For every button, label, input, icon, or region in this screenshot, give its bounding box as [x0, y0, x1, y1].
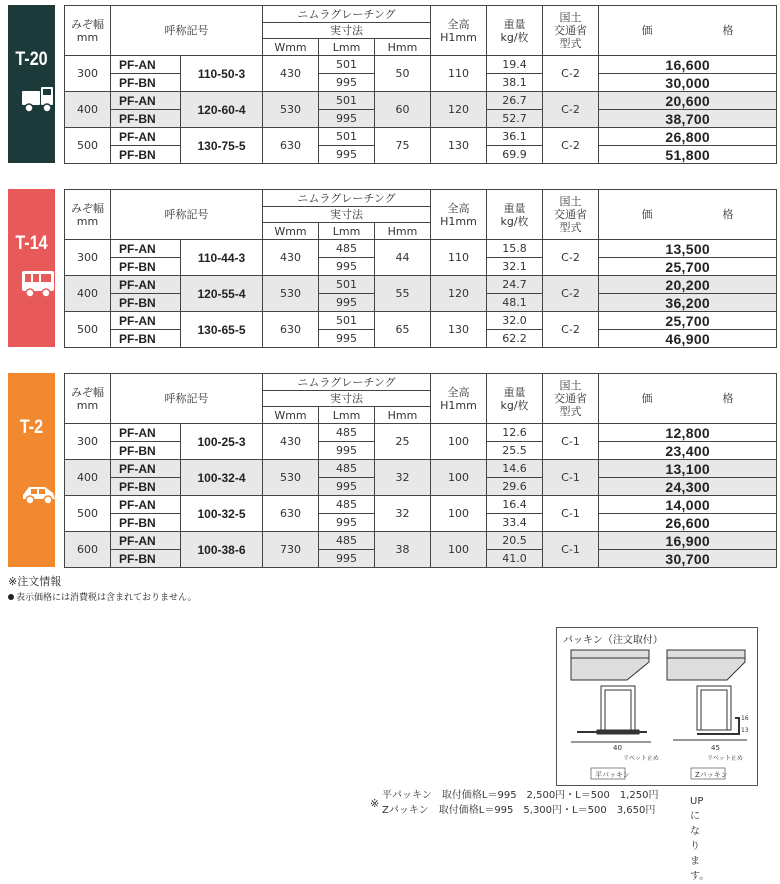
- model-code-cell: 130-65-5: [181, 312, 263, 348]
- model-code-cell: 120-60-4: [181, 92, 263, 128]
- price-cell: 30,000: [599, 74, 777, 92]
- weight-cell: 15.8: [487, 240, 543, 258]
- col-width-header: みぞ幅 mm: [65, 374, 111, 424]
- w-cell: 430: [263, 56, 319, 92]
- col-w-header: Wmm: [263, 39, 319, 56]
- type-cell: C-1: [543, 424, 599, 460]
- table-row: [65, 276, 777, 294]
- col-weight-header: 重量 kg/枚: [487, 374, 543, 424]
- type-cell: C-2: [543, 276, 599, 312]
- h-cell: 75: [375, 128, 431, 164]
- pf-code-cell: PF-BN: [111, 330, 181, 348]
- caption-flat: 平パッキン: [595, 771, 630, 779]
- pf-code-cell: PF-AN: [111, 276, 181, 294]
- h1-cell: 100: [431, 424, 487, 460]
- table-row: [65, 92, 777, 110]
- pf-code-cell: PF-BN: [111, 294, 181, 312]
- rivet-left: リベット止め: [623, 755, 659, 762]
- table-row: [65, 56, 777, 74]
- col-w-header: Wmm: [263, 223, 319, 240]
- price-cell: 26,800: [599, 128, 777, 146]
- price-cell: 38,700: [599, 110, 777, 128]
- col-type-header: 国土 交通省 型式: [543, 6, 599, 56]
- footer-suffix: UPになります。: [690, 796, 710, 882]
- col-height-header: 全高 H1mm: [431, 374, 487, 424]
- table-row: [65, 128, 777, 146]
- col-code-header: 呼称記号: [111, 6, 263, 56]
- pf-code-cell: PF-BN: [111, 74, 181, 92]
- l-cell: 501: [319, 276, 375, 294]
- col-l-header: Lmm: [319, 407, 375, 424]
- price-cell: 12,800: [599, 424, 777, 442]
- width-cell: 500: [65, 312, 111, 348]
- h-cell: 25: [375, 424, 431, 460]
- l-cell: 995: [319, 514, 375, 532]
- table-row: [65, 532, 777, 550]
- col-l-header: Lmm: [319, 39, 375, 56]
- dim-16: 16: [741, 715, 749, 722]
- h-cell: 60: [375, 92, 431, 128]
- pf-code-cell: PF-AN: [111, 460, 181, 478]
- price-cell: 20,600: [599, 92, 777, 110]
- width-cell: 300: [65, 240, 111, 276]
- h1-cell: 100: [431, 532, 487, 568]
- col-weight-header: 重量 kg/枚: [487, 190, 543, 240]
- table-row: [65, 312, 777, 330]
- l-cell: 995: [319, 146, 375, 164]
- weight-cell: 29.6: [487, 478, 543, 496]
- l-cell: 995: [319, 110, 375, 128]
- col-code-header: 呼称記号: [111, 374, 263, 424]
- pf-code-cell: PF-BN: [111, 514, 181, 532]
- col-price-header: 価 格: [599, 6, 777, 56]
- l-cell: 485: [319, 424, 375, 442]
- model-code-cell: 100-25-3: [181, 424, 263, 460]
- price-cell: 46,900: [599, 330, 777, 348]
- weight-cell: 32.1: [487, 258, 543, 276]
- l-cell: 995: [319, 74, 375, 92]
- model-code-cell: 100-38-6: [181, 532, 263, 568]
- notes-line: [8, 590, 197, 603]
- model-code-cell: 100-32-5: [181, 496, 263, 532]
- col-grating-header: ニムラグレーチング: [263, 190, 431, 207]
- price-cell: 30,700: [599, 550, 777, 568]
- col-width-header: みぞ幅 mm: [65, 190, 111, 240]
- rivet-right: リベット止め: [707, 755, 743, 762]
- price-cell: 16,600: [599, 56, 777, 74]
- width-cell: 400: [65, 276, 111, 312]
- table-row: [65, 460, 777, 478]
- h1-cell: 120: [431, 276, 487, 312]
- pf-code-cell: PF-BN: [111, 110, 181, 128]
- weight-cell: 69.9: [487, 146, 543, 164]
- price-cell: 25,700: [599, 312, 777, 330]
- col-height-header: 全高 H1mm: [431, 6, 487, 56]
- w-cell: 630: [263, 496, 319, 532]
- pf-code-cell: PF-AN: [111, 240, 181, 258]
- price-cell: 16,900: [599, 532, 777, 550]
- type-cell: C-2: [543, 92, 599, 128]
- weight-cell: 52.7: [487, 110, 543, 128]
- type-cell: C-1: [543, 532, 599, 568]
- load-class-badge: [8, 189, 55, 347]
- bullet-icon: [8, 594, 14, 600]
- notes-text: 表示価格には消費税は含まれておりません。: [16, 593, 197, 603]
- l-cell: 995: [319, 294, 375, 312]
- col-code-header: 呼称記号: [111, 190, 263, 240]
- price-cell: 24,300: [599, 478, 777, 496]
- l-cell: 485: [319, 496, 375, 514]
- w-cell: 430: [263, 240, 319, 276]
- col-h-header: Hmm: [375, 407, 431, 424]
- h1-cell: 130: [431, 312, 487, 348]
- load-class-label: T-14: [15, 233, 48, 254]
- h-cell: 50: [375, 56, 431, 92]
- weight-cell: 41.0: [487, 550, 543, 568]
- width-cell: 300: [65, 424, 111, 460]
- type-cell: C-2: [543, 240, 599, 276]
- col-actual-size-header: 実寸法: [263, 391, 431, 407]
- l-cell: 501: [319, 56, 375, 74]
- width-cell: 500: [65, 128, 111, 164]
- w-cell: 430: [263, 424, 319, 460]
- h1-cell: 110: [431, 56, 487, 92]
- w-cell: 730: [263, 532, 319, 568]
- h-cell: 55: [375, 276, 431, 312]
- spec-table: [64, 373, 777, 568]
- weight-cell: 36.1: [487, 128, 543, 146]
- col-weight-header: 重量 kg/枚: [487, 6, 543, 56]
- model-code-cell: 120-55-4: [181, 276, 263, 312]
- weight-cell: 62.2: [487, 330, 543, 348]
- width-cell: 400: [65, 460, 111, 496]
- model-code-cell: 110-44-3: [181, 240, 263, 276]
- dim-45: 45: [711, 744, 720, 752]
- pf-code-cell: PF-AN: [111, 312, 181, 330]
- weight-cell: 33.4: [487, 514, 543, 532]
- weight-cell: 20.5: [487, 532, 543, 550]
- l-cell: 485: [319, 460, 375, 478]
- type-cell: C-2: [543, 312, 599, 348]
- type-cell: C-2: [543, 128, 599, 164]
- col-actual-size-header: 実寸法: [263, 207, 431, 223]
- h1-cell: 120: [431, 92, 487, 128]
- w-cell: 530: [263, 460, 319, 496]
- l-cell: 485: [319, 240, 375, 258]
- col-grating-header: ニムラグレーチング: [263, 374, 431, 391]
- col-l-header: Lmm: [319, 223, 375, 240]
- price-cell: 20,200: [599, 276, 777, 294]
- price-cell: 13,500: [599, 240, 777, 258]
- section-t-2: [8, 373, 776, 567]
- price-cell: 36,200: [599, 294, 777, 312]
- h-cell: 65: [375, 312, 431, 348]
- caption-z: Zパッキン: [695, 771, 728, 779]
- figure-title: パッキン（注文取付）: [563, 635, 663, 646]
- width-cell: 400: [65, 92, 111, 128]
- l-cell: 995: [319, 258, 375, 276]
- weight-cell: 38.1: [487, 74, 543, 92]
- width-cell: 300: [65, 56, 111, 92]
- weight-cell: 48.1: [487, 294, 543, 312]
- l-cell: 485: [319, 532, 375, 550]
- pf-code-cell: PF-AN: [111, 424, 181, 442]
- price-cell: 14,000: [599, 496, 777, 514]
- dim-13: 13: [741, 727, 749, 734]
- col-h-header: Hmm: [375, 223, 431, 240]
- pf-code-cell: PF-BN: [111, 478, 181, 496]
- col-height-header: 全高 H1mm: [431, 190, 487, 240]
- footer-line-2: Zパッキン 取付価格L＝995 5,300円・L＝500 3,650円: [382, 805, 656, 816]
- pf-code-cell: PF-AN: [111, 532, 181, 550]
- h1-cell: 100: [431, 460, 487, 496]
- l-cell: 501: [319, 128, 375, 146]
- type-cell: C-1: [543, 496, 599, 532]
- section-t-20: [8, 5, 776, 163]
- type-cell: C-2: [543, 56, 599, 92]
- l-cell: 995: [319, 550, 375, 568]
- load-class-label: T-2: [19, 417, 44, 438]
- pf-code-cell: PF-AN: [111, 496, 181, 514]
- l-cell: 995: [319, 330, 375, 348]
- pf-code-cell: PF-BN: [111, 146, 181, 164]
- col-price-header: 価 格: [599, 374, 777, 424]
- col-width-header: みぞ幅 mm: [65, 6, 111, 56]
- pf-code-cell: PF-BN: [111, 442, 181, 460]
- col-actual-size-header: 実寸法: [263, 23, 431, 39]
- table-row: [65, 424, 777, 442]
- h-cell: 38: [375, 532, 431, 568]
- pf-code-cell: PF-BN: [111, 258, 181, 276]
- spec-table: [64, 5, 777, 164]
- price-cell: 13,100: [599, 460, 777, 478]
- pf-code-cell: PF-AN: [111, 128, 181, 146]
- pf-code-cell: PF-AN: [111, 56, 181, 74]
- price-cell: 23,400: [599, 442, 777, 460]
- h-cell: 44: [375, 240, 431, 276]
- pf-code-cell: PF-AN: [111, 92, 181, 110]
- h1-cell: 130: [431, 128, 487, 164]
- dim-40: 40: [613, 744, 622, 752]
- l-cell: 995: [319, 478, 375, 496]
- model-code-cell: 130-75-5: [181, 128, 263, 164]
- load-class-badge: [8, 5, 55, 163]
- load-class-label: T-20: [15, 49, 48, 70]
- col-price-header: 価 格: [599, 190, 777, 240]
- col-h-header: Hmm: [375, 39, 431, 56]
- col-w-header: Wmm: [263, 407, 319, 424]
- weight-cell: 19.4: [487, 56, 543, 74]
- packing-diagram: [557, 628, 757, 785]
- h-cell: 32: [375, 460, 431, 496]
- weight-cell: 14.6: [487, 460, 543, 478]
- pf-code-cell: PF-BN: [111, 550, 181, 568]
- footer-prices: [370, 788, 710, 882]
- col-type-header: 国土 交通省 型式: [543, 374, 599, 424]
- footer-line-1: 平パッキン 取付価格L＝995 2,500円・L＝500 1,250円: [382, 790, 659, 801]
- section-t-14: [8, 189, 776, 347]
- l-cell: 501: [319, 312, 375, 330]
- table-row: [65, 240, 777, 258]
- weight-cell: 24.7: [487, 276, 543, 294]
- packing-figure: [556, 627, 758, 786]
- h1-cell: 110: [431, 240, 487, 276]
- load-class-badge: [8, 373, 55, 567]
- weight-cell: 32.0: [487, 312, 543, 330]
- weight-cell: 25.5: [487, 442, 543, 460]
- type-cell: C-1: [543, 460, 599, 496]
- width-cell: 500: [65, 496, 111, 532]
- table-row: [65, 496, 777, 514]
- spec-table: [64, 189, 777, 348]
- col-grating-header: ニムラグレーチング: [263, 6, 431, 23]
- weight-cell: 16.4: [487, 496, 543, 514]
- model-code-cell: 110-50-3: [181, 56, 263, 92]
- l-cell: 501: [319, 92, 375, 110]
- col-type-header: 国土 交通省 型式: [543, 190, 599, 240]
- price-cell: 51,800: [599, 146, 777, 164]
- w-cell: 630: [263, 128, 319, 164]
- price-cell: 25,700: [599, 258, 777, 276]
- notes-title: ※注文情報: [8, 575, 62, 588]
- price-cell: 26,600: [599, 514, 777, 532]
- h-cell: 32: [375, 496, 431, 532]
- model-code-cell: 100-32-4: [181, 460, 263, 496]
- footer-asterisk: ※: [370, 797, 380, 810]
- l-cell: 995: [319, 442, 375, 460]
- weight-cell: 26.7: [487, 92, 543, 110]
- w-cell: 530: [263, 92, 319, 128]
- w-cell: 630: [263, 312, 319, 348]
- width-cell: 600: [65, 532, 111, 568]
- h1-cell: 100: [431, 496, 487, 532]
- weight-cell: 12.6: [487, 424, 543, 442]
- w-cell: 530: [263, 276, 319, 312]
